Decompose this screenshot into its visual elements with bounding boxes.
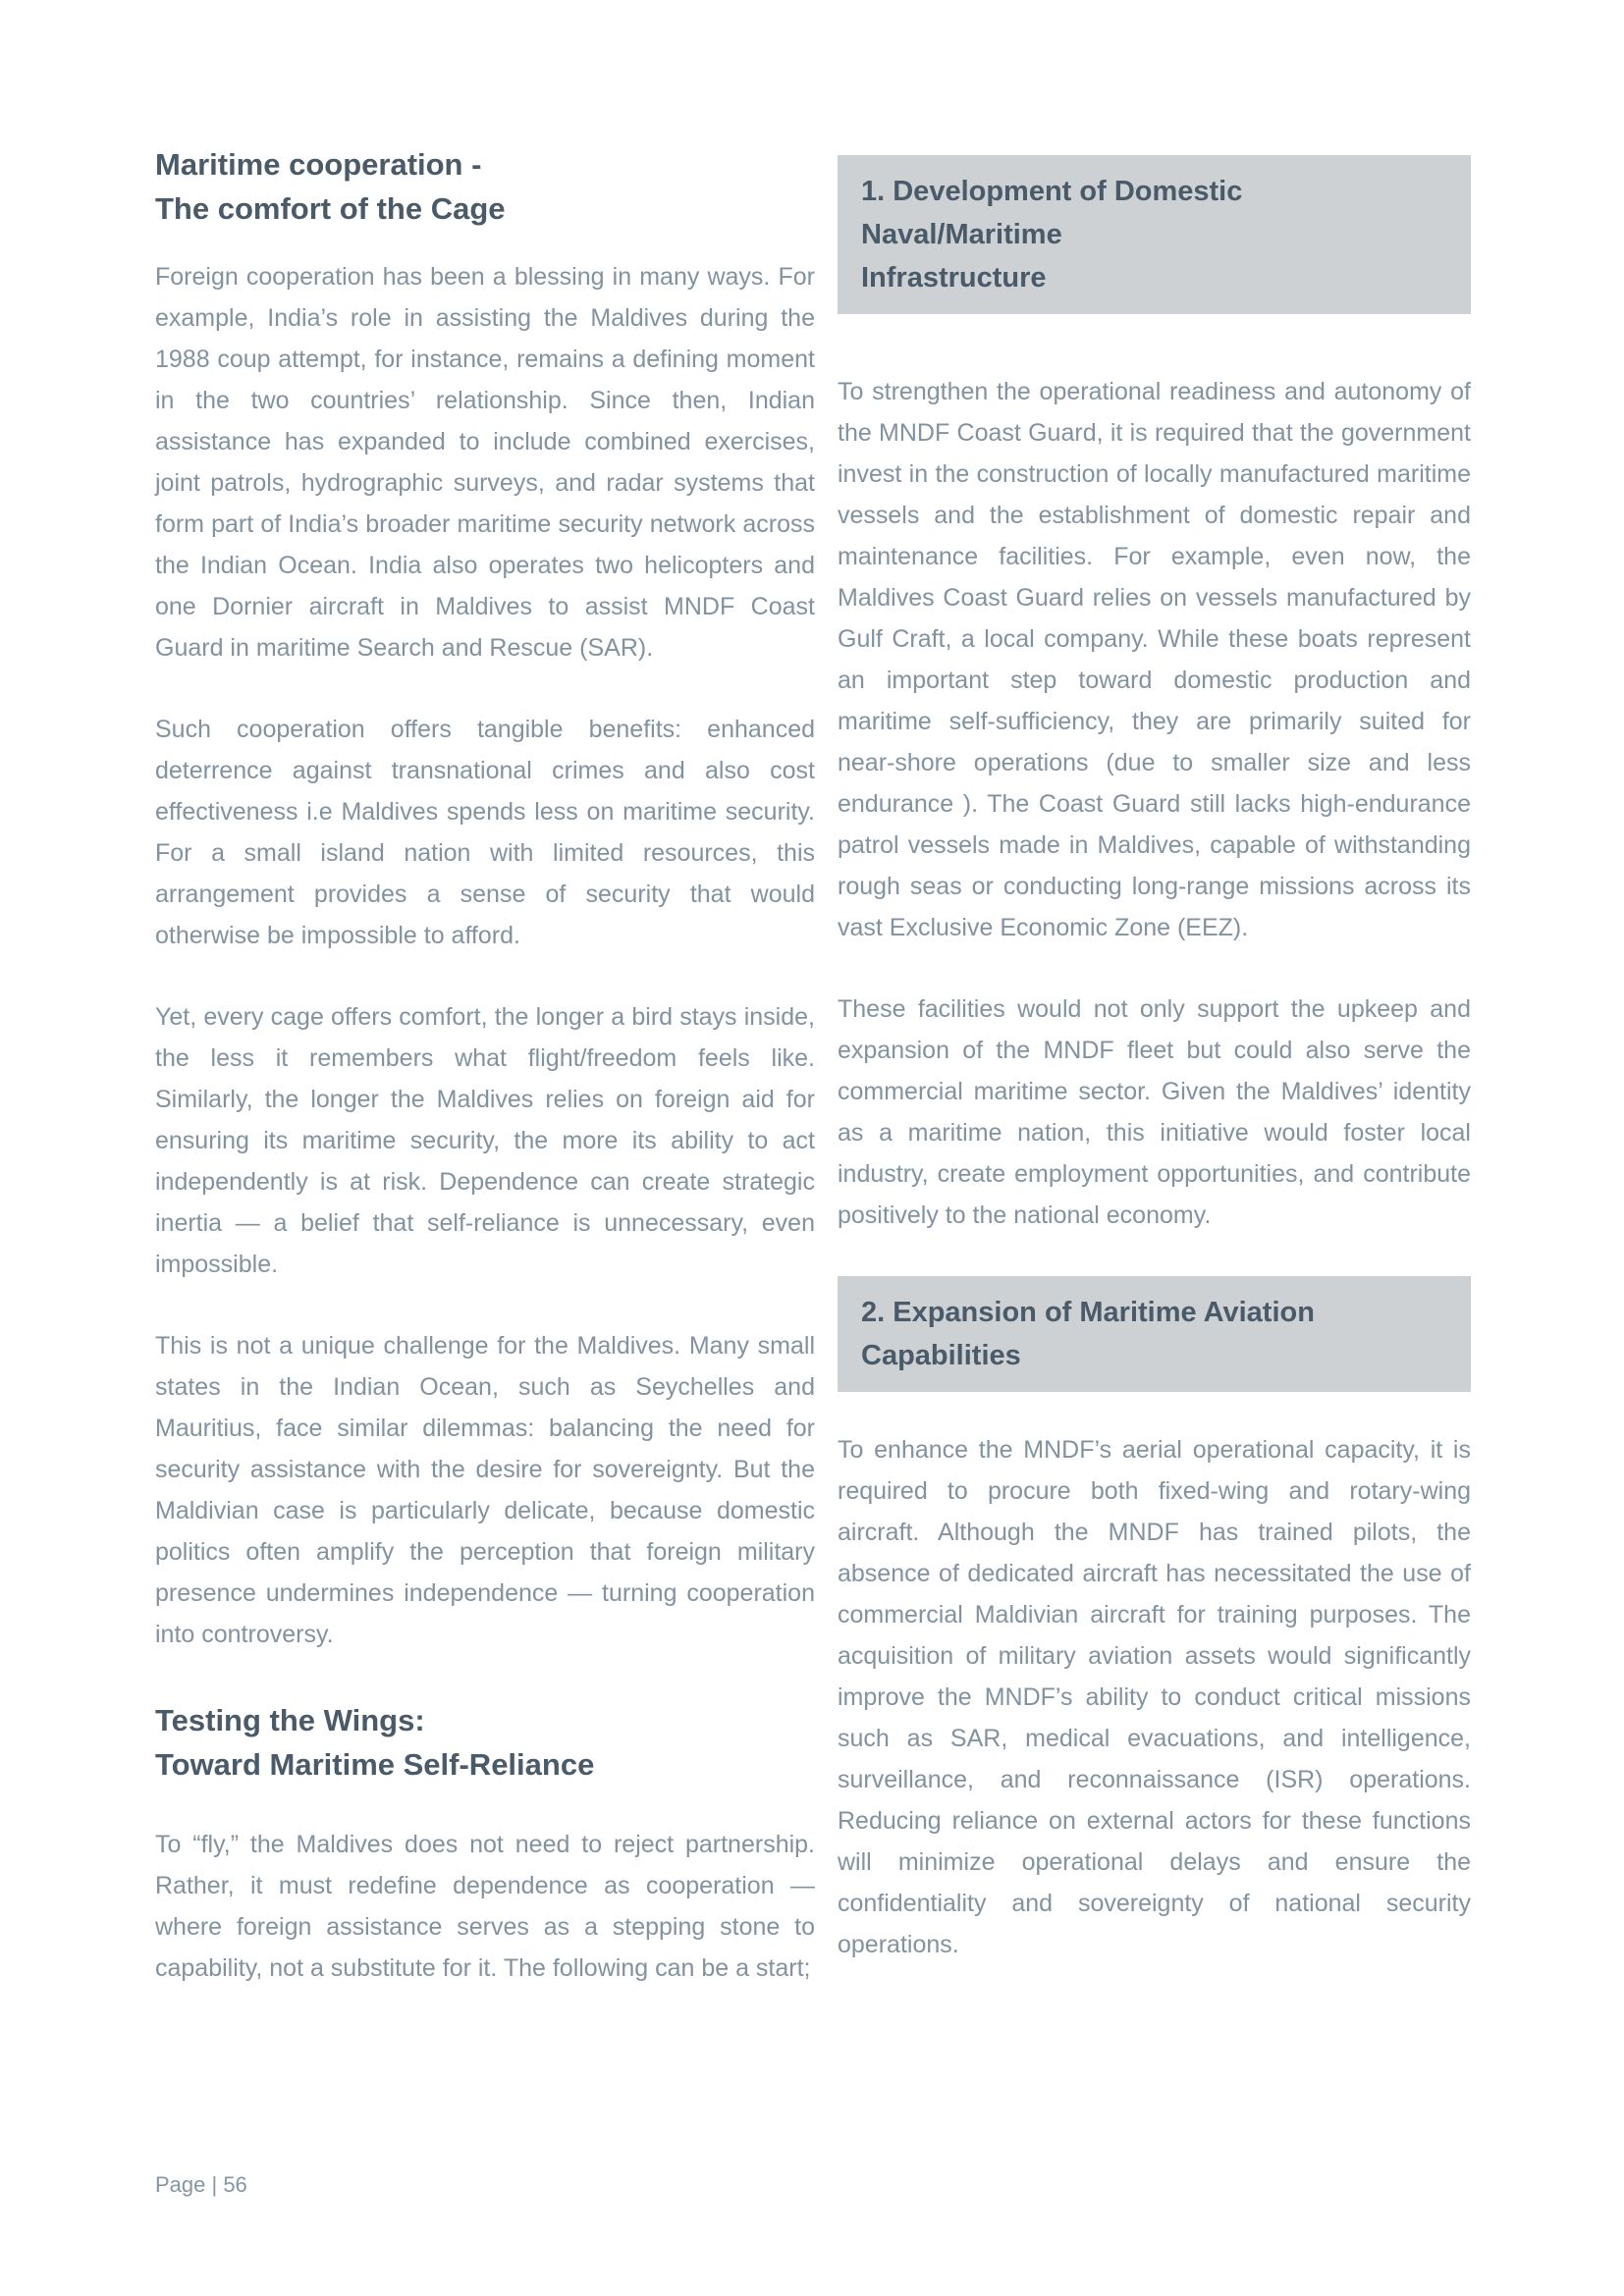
heading-line-2: The comfort of the Cage <box>155 191 506 226</box>
right-column <box>838 155 1471 1965</box>
page-number-label: Page | 56 <box>155 2172 247 2197</box>
subheading-line-1: Testing the Wings: <box>155 1703 425 1737</box>
section-2-title: 2. Expansion of Maritime Aviation Capabilities <box>861 1297 1315 1371</box>
paragraph-these-facilities: These facilities would not only support the upkeep and expansion of the MNDF fleet but could also serve the commercial maritime sector. Given the Maldives’ identity as a maritime nation, this initiative would foster local industry, create employment opportunities, and contribute positively to the national economy. <box>838 995 1471 1229</box>
heading-testing-the-wings <box>155 1698 815 1787</box>
heading-maritime-cooperation <box>155 142 815 231</box>
section-1-title-line-2: Infrastructure <box>861 262 1047 294</box>
paragraph-to-enhance: To enhance the MNDF’s aerial operational capacity, it is required to procure both fixed-wing and rotary-wing aircraft. Although the MNDF has trained pilots, the absence of dedicated aircraft has necessitated the use of commercial Maldivian aircraft for training purposes. The acquisition of military aviation assets would significantly improve the MNDF’s ability to conduct critical missions such as SAR, medical evacuations, and intelligence, surveillance, and reconnaissance (ISR) operations. Reducing reliance on external actors for these functions will minimize operational delays and ensure the confidentiality and sovereignty of national security operations. <box>838 1436 1471 1958</box>
paragraph-such-cooperation: Such cooperation offers tangible benefits: enhanced deterrence against transnational crimes and also cost effectiveness i.e Maldives spends less on maritime security. For a small island nation with limited resources, this arrangement provides a sense of security that would otherwise be impossible to afford. <box>155 716 815 949</box>
left-column <box>155 142 815 1989</box>
section-2-heading-box <box>838 1276 1471 1392</box>
paragraph-to-fly: To “fly,” the Maldives does not need to reject partnership. Rather, it must redefine dependence as cooperation — where foreign assistance serves as a stepping stone to capability, not a substitute for it. The following can be a start; <box>155 1831 815 1982</box>
paragraph-foreign-cooperation: Foreign cooperation has been a blessing in many ways. For example, India’s role in assisting the Maldives during the 1988 coup attempt, for instance, remains a defining moment in the two countries’ relationship. Since then, Indian assistance has expanded to include combined exercises, joint patrols, hydrographic surveys, and radar systems that form part of India’s broader maritime security network across the Indian Ocean. India also operates two helicopters and one Dornier aircraft in Maldives to assist MNDF Coast Guard in maritime Search and Rescue (SAR). <box>155 263 815 662</box>
paragraph-yet-every-cage: Yet, every cage offers comfort, the longer a bird stays inside, the less it remembers what flight/freedom feels like. Similarly, the longer the Maldives relies on foreign aid for ensuring its maritime security, the more its ability to act independently is at risk. Dependence can create strategic inertia — a belief that self-reliance is unnecessary, even impossible. <box>155 1003 815 1278</box>
section-1-title-line-1: 1. Development of Domestic Naval/Maritime <box>861 176 1243 250</box>
subheading-line-2: Toward Maritime Self-Reliance <box>155 1747 595 1782</box>
heading-line-1: Maritime cooperation - <box>155 147 482 182</box>
section-1-title <box>861 170 1447 299</box>
paragraph-to-strengthen: To strengthen the operational readiness and autonomy of the MNDF Coast Guard, it is required that the government invest in the construction of locally manufactured maritime vessels and the establishment of domestic repair and maintenance facilities. For example, even now, the Maldives Coast Guard relies on vessels manufactured by Gulf Craft, a local company. While these boats represent an important step toward domestic production and maritime self-sufficiency, they are primarily suited for near-shore operations (due to smaller size and less endurance ). The Coast Guard still lacks high-endurance patrol vessels made in Maldives, capable of withstanding rough seas or conducting long-range missions across its vast Exclusive Economic Zone (EEZ). <box>838 378 1471 941</box>
paragraph-not-unique-challenge: This is not a unique challenge for the Maldives. Many small states in the Indian Ocean, such as Seychelles and Mauritius, face similar dilemmas: balancing the need for security assistance with the desire for sovereignty. But the Maldivian case is particularly delicate, because domestic politics often amplify the perception that foreign military presence undermines independence — turning cooperation into controversy. <box>155 1332 815 1648</box>
section-1-heading-box <box>838 155 1471 314</box>
